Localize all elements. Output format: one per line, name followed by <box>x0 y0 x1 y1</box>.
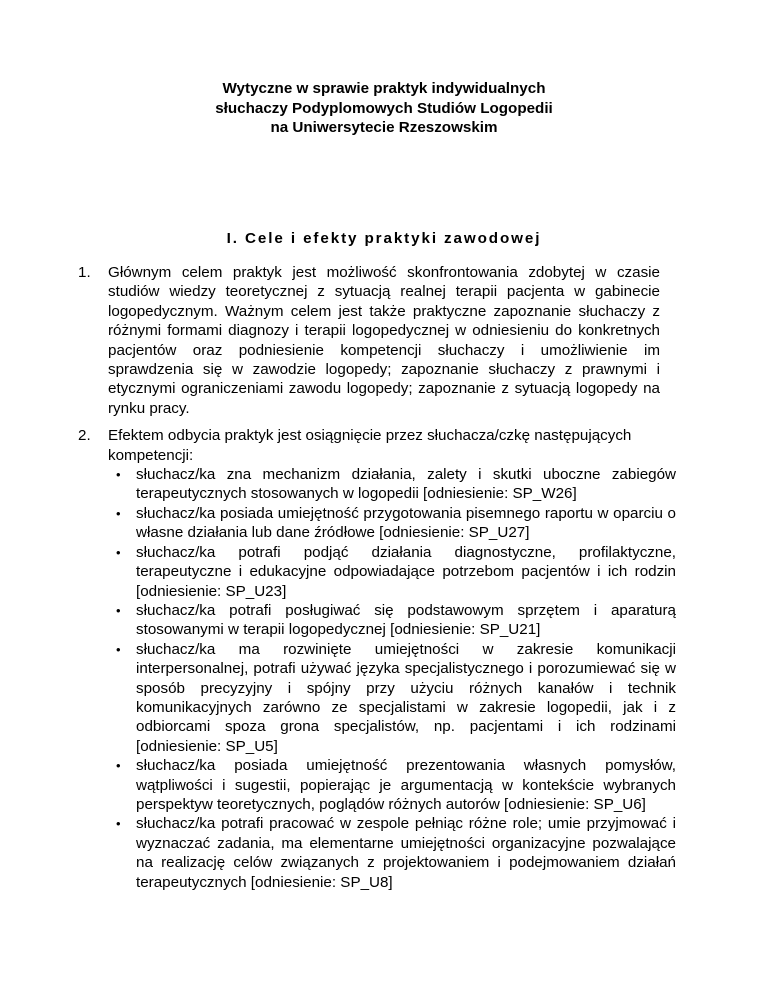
bullet-icon: • <box>116 641 121 657</box>
competency-text: słuchacz/ka potrafi pracować w zespole pełniąc różne role; umie przyjmować i wyznaczać zadania, ma elementarne umiejętności organizacyjne pozwalające na realizację celów związanych z projektowaniem i podejmowaniem działań terapeutycznych [odniesienie: SP_U8] <box>136 815 676 891</box>
list-item-number: 2. <box>78 427 91 445</box>
list-item-intro: Efektem odbycia praktyk jest osiągnięcie przez słuchacza/czkę następujących kompetencji: <box>108 427 632 464</box>
bullet-icon: • <box>116 544 121 560</box>
competency-text: słuchacz/ka ma rozwinięte umiejętności w zakresie komunikacji interpersonalnej, potrafi używać języka specjalistycznego i porozumiewać się w sposób precyzyjny i spójny przy użyciu różnych kanałów i technik komunikacyjnych zarówno ze specjalistami w zakresie logopedii, jak i z odbiorcami spoza grona specjalistów, np. pacjentami i ich rodzinami [odniesienie: SP_U5] <box>136 640 676 755</box>
document-title <box>0 79 768 138</box>
competency-text: słuchacz/ka posiada umiejętność prezentowania własnych pomysłów, wątpliwości i sugestii, popierając je argumentacją w kontekście wybranych perspektyw teoretycznych, poglądów różnych autorów [odniesienie: SP_U6] <box>136 757 676 813</box>
title-line: Wytyczne w sprawie praktyk indywidualnych <box>222 80 546 97</box>
competency-text: słuchacz/ka zna mechanizm działania, zalety i skutki uboczne zabiegów terapeutycznych stosowanych w logopedii [odniesienie: SP_W26] <box>136 466 676 503</box>
list-item <box>0 426 768 892</box>
section-heading: I. Cele i efekty praktyki zawodowej <box>226 230 542 247</box>
list-item-number: 1. <box>78 264 91 281</box>
numbered-list <box>0 263 768 900</box>
title-line: słuchaczy Podyplomowych Studiów Logopedii <box>215 99 553 117</box>
competency-text: słuchacz/ka potrafi podjąć działania diagnostyczne, profilaktyczne, terapeutyczne i edukacyjne odpowiadające potrzebom pacjentów i ich rodzin [odniesienie: SP_U23] <box>136 543 676 600</box>
competency-item <box>116 504 676 543</box>
list-item-text: Głównym celem praktyk jest możliwość skonfrontowania zdobytej w czasie studiów wiedzy teoretycznej z sytuacją realnej terapii pacjenta w gabinecie logopedycznym. Ważnym celem jest także praktyczne zapoznanie słuchaczy z różnymi formami diagnozy i terapii logopedycznej w odniesieniu do konkretnych pacjentów oraz podniesienie kompetencji słuchaczy i umożliwienie im sprawdzenia się w zawodzie logopedy; zapoznanie słuchaczy z prawnymi i etycznymi ograniczeniami zawodu logopedy; zapoznanie z sytuacją logopedy na rynku pracy. <box>108 264 660 417</box>
bullet-icon: • <box>116 505 121 521</box>
competency-text: słuchacz/ka potrafi posługiwać się podstawowym sprzętem i aparaturą stosowanymi w terapii logopedycznej [odniesienie: SP_U21] <box>136 601 676 639</box>
bullet-icon: • <box>116 602 121 618</box>
bullet-icon: • <box>116 758 121 774</box>
bullet-icon: • <box>116 467 121 483</box>
competency-item <box>116 543 676 601</box>
list-item <box>0 263 768 418</box>
bullet-icon: • <box>116 816 121 832</box>
competency-item <box>116 601 676 640</box>
competency-item <box>116 465 676 504</box>
competency-list <box>0 465 768 892</box>
competency-item <box>116 756 676 814</box>
competency-item <box>116 814 676 892</box>
competency-item <box>116 640 676 756</box>
competency-text: słuchacz/ka posiada umiejętność przygotowania pisemnego raportu w oparciu o własne działania lub dane źródłowe [odniesienie: SP_U27] <box>136 504 676 542</box>
title-line: na Uniwersytecie Rzeszowskim <box>270 119 498 136</box>
